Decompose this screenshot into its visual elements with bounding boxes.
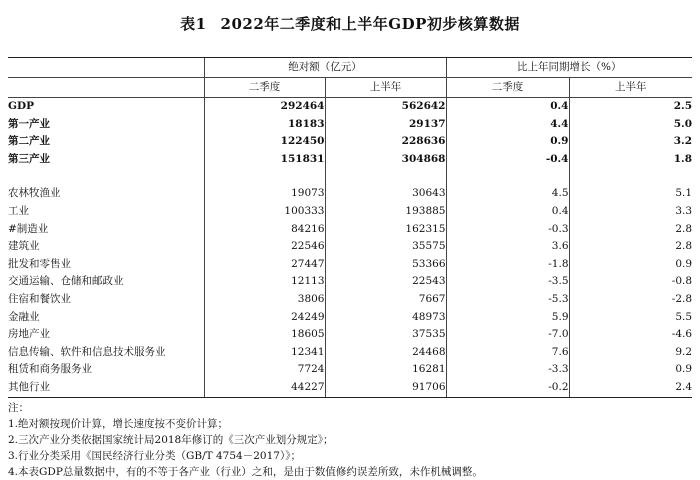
cell-q2-growth: -0.2 <box>446 379 569 397</box>
cell-h1-growth: 9.2 <box>569 344 692 362</box>
table-row <box>8 344 692 362</box>
cell-h1-abs: 7667 <box>325 291 446 309</box>
row-label: 金融业 <box>8 310 40 323</box>
table-row <box>8 256 692 274</box>
cell-h1-growth: 2.5 <box>569 98 692 116</box>
cell-h1-growth: 3.2 <box>569 133 692 151</box>
table-row <box>8 238 692 256</box>
cell-q2-abs: 44227 <box>204 379 325 397</box>
header-growth: 比上年同期增长（%） <box>446 58 692 78</box>
cell-h1-abs: 91706 <box>325 379 446 397</box>
cell-h1-abs: 16281 <box>325 361 446 379</box>
header-h1-growth: 上半年 <box>569 78 692 98</box>
row-label: 第一产业 <box>8 117 50 130</box>
table-row <box>8 379 692 397</box>
cell-q2-growth: -5.3 <box>446 291 569 309</box>
cell-h1-abs: 562642 <box>325 98 446 116</box>
cell-h1-abs: 304868 <box>325 151 446 169</box>
cell-h1-growth: 3.3 <box>569 203 692 221</box>
cell-h1-growth: 1.8 <box>569 151 692 169</box>
header-q2-growth: 二季度 <box>446 78 569 98</box>
note-line: 2.三次产业分类依据国家统计局2018年修订的《三次产业划分规定》； <box>8 434 334 446</box>
table-title <box>0 13 700 34</box>
cell-q2-abs: 292464 <box>204 98 325 116</box>
cell-h1-growth: 0.9 <box>569 256 692 274</box>
cell-q2-abs: 18183 <box>204 116 325 134</box>
cell-q2-growth: -7.0 <box>446 326 569 344</box>
cell-h1-growth: 5.0 <box>569 116 692 134</box>
spacer-row <box>8 168 692 185</box>
table-row <box>8 185 692 203</box>
cell-q2-abs: 27447 <box>204 256 325 274</box>
cell-q2-abs: 12113 <box>204 273 325 291</box>
cell-h1-growth: -0.8 <box>569 273 692 291</box>
notes-heading: 注： <box>8 402 29 414</box>
header-row-periods <box>8 78 692 98</box>
cell-q2-abs: 3806 <box>204 291 325 309</box>
cell-q2-growth: -0.3 <box>446 221 569 239</box>
note-line: 1.绝对额按现价计算，增长速度按不变价计算； <box>8 418 229 430</box>
cell-q2-growth: 5.9 <box>446 309 569 327</box>
header-q2-abs: 二季度 <box>204 78 325 98</box>
cell-q2-growth: 0.4 <box>446 203 569 221</box>
cell-h1-abs: 48973 <box>325 309 446 327</box>
cell-q2-growth: -3.3 <box>446 361 569 379</box>
cell-q2-growth: 0.9 <box>446 133 569 151</box>
table-title-text: 2022年二季度和上半年GDP初步核算数据 <box>220 15 520 33</box>
cell-q2-abs: 122450 <box>204 133 325 151</box>
industry-rows <box>8 185 692 397</box>
cell-h1-growth: -2.8 <box>569 291 692 309</box>
header-h1-abs: 上半年 <box>325 78 446 98</box>
cell-q2-abs: 84216 <box>204 221 325 239</box>
table-number: 表1 <box>180 15 207 33</box>
note-line: 4.本表GDP总量数据中，有的不等于各产业（行业）之和，是由于数值修约误差所致，未作机械调整。 <box>8 466 483 478</box>
cell-q2-growth: 7.6 <box>446 344 569 362</box>
cell-h1-abs: 193885 <box>325 203 446 221</box>
row-label: 其他行业 <box>8 379 204 397</box>
row-label: 批发和零售业 <box>8 257 71 270</box>
cell-h1-abs: 228636 <box>325 133 446 151</box>
header-blank <box>8 58 204 78</box>
cell-h1-growth: 0.9 <box>569 361 692 379</box>
cell-q2-abs: 18605 <box>204 326 325 344</box>
cell-h1-growth: 5.1 <box>569 185 692 203</box>
table-notes <box>8 400 692 480</box>
cell-h1-abs: 35575 <box>325 238 446 256</box>
cell-q2-abs: 19073 <box>204 185 325 203</box>
cell-h1-growth: -4.6 <box>569 326 692 344</box>
cell-q2-abs: 100333 <box>204 203 325 221</box>
cell-q2-abs: 151831 <box>204 151 325 169</box>
table-row <box>8 309 692 327</box>
table-row <box>8 203 692 221</box>
cell-q2-abs: 24249 <box>204 309 325 327</box>
table-row <box>8 133 692 151</box>
cell-h1-growth: 2.8 <box>569 221 692 239</box>
cell-h1-abs: 29137 <box>325 116 446 134</box>
row-label: #制造业 <box>8 222 49 235</box>
cell-q2-growth: 0.4 <box>446 98 569 116</box>
row-label: GDP <box>8 100 34 112</box>
cell-h1-abs: 162315 <box>325 221 446 239</box>
row-label: 第三产业 <box>8 152 50 165</box>
cell-q2-growth: 4.5 <box>446 185 569 203</box>
row-label: 住宿和餐饮业 <box>8 292 71 305</box>
row-label: 第二产业 <box>8 135 50 148</box>
row-label: 农林牧渔业 <box>8 187 61 200</box>
cell-q2-growth: -3.5 <box>446 273 569 291</box>
cell-q2-abs: 7724 <box>204 361 325 379</box>
table-row <box>8 291 692 309</box>
table-row <box>8 98 692 116</box>
gdp-data-table <box>8 57 692 398</box>
cell-q2-growth: -0.4 <box>446 151 569 169</box>
row-label: 房地产业 <box>8 328 50 341</box>
cell-h1-abs: 37535 <box>325 326 446 344</box>
cell-q2-growth: -1.8 <box>446 256 569 274</box>
cell-h1-growth: 5.5 <box>569 309 692 327</box>
cell-h1-abs: 30643 <box>325 185 446 203</box>
cell-q2-abs: 12341 <box>204 344 325 362</box>
cell-h1-abs: 53366 <box>325 256 446 274</box>
header-absolute: 绝对额（亿元） <box>204 58 446 78</box>
table-row <box>8 151 692 169</box>
note-line: 3.行业分类采用《国民经济行业分类（GB/T 4754－2017）》； <box>8 450 301 462</box>
table-row <box>8 116 692 134</box>
cell-q2-growth: 4.4 <box>446 116 569 134</box>
table-row <box>8 221 692 239</box>
row-label: 工业 <box>8 204 29 217</box>
row-label: 租赁和商务服务业 <box>8 363 92 376</box>
row-label: 建筑业 <box>8 240 40 253</box>
cell-q2-growth: 3.6 <box>446 238 569 256</box>
cell-h1-growth: 2.8 <box>569 238 692 256</box>
cell-h1-growth: 2.4 <box>569 379 692 397</box>
table-row <box>8 273 692 291</box>
cell-q2-abs: 22546 <box>204 238 325 256</box>
header-blank <box>8 78 204 98</box>
cell-h1-abs: 22543 <box>325 273 446 291</box>
summary-rows <box>8 98 692 169</box>
header-row-groups <box>8 58 692 78</box>
table-row <box>8 326 692 344</box>
row-label: 信息传输、软件和信息技术服务业 <box>8 345 166 358</box>
cell-h1-abs: 24468 <box>325 344 446 362</box>
table-row <box>8 361 692 379</box>
row-label: 交通运输、仓储和邮政业 <box>8 275 124 288</box>
